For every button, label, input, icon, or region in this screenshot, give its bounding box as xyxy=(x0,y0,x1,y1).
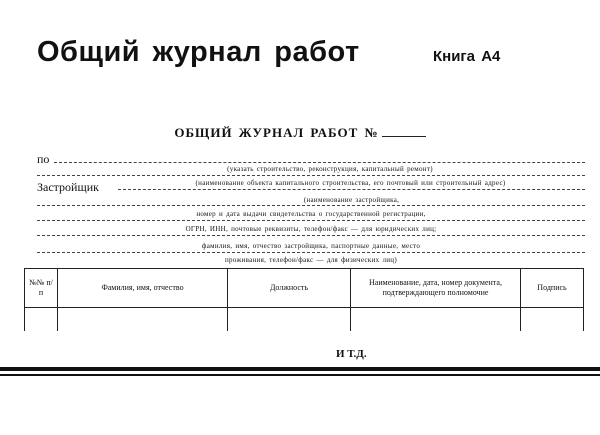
object-line xyxy=(37,175,585,176)
column-header-position: Должность xyxy=(228,269,351,308)
table-cell xyxy=(25,308,58,332)
hint-object: (наименование объекта капитального строительства, его почтовый или строительный адрес) xyxy=(195,179,506,187)
hint-registration: номер и дата выдачи свидетельства о государственной регистрации, xyxy=(196,210,426,218)
developer-line-1 xyxy=(37,205,585,206)
authorized-persons-table xyxy=(24,268,584,331)
etc-label: И Т.Д. xyxy=(336,348,367,360)
construction-type-line xyxy=(54,162,585,163)
column-header-number: №№ п/п xyxy=(25,269,58,308)
hint-developer-name: (наименование застройщика, xyxy=(303,196,400,204)
form-heading xyxy=(0,125,600,141)
form-heading-text: ОБЩИЙ ЖУРНАЛ РАБОТ № xyxy=(174,125,379,140)
po-label: по xyxy=(37,152,50,166)
hint-person: фамилия, имя, отчество застройщика, паспортные данные, место xyxy=(201,242,421,250)
bottom-divider-thick xyxy=(0,367,600,371)
hint-ogrn: ОГРН, ИНН, почтовые реквизиты, телефон/факс — для юридических лиц; xyxy=(185,225,437,233)
table-header-row xyxy=(25,269,584,308)
developer-label: Застройщик xyxy=(37,180,99,194)
developer-line-3 xyxy=(37,235,585,236)
developer-line-2 xyxy=(37,220,585,221)
column-header-full-name: Фамилия, имя, отчество xyxy=(58,269,228,308)
column-header-authority-document: Наименование, дата, номер документа, подтверждающего полномочие xyxy=(351,269,521,308)
developer-line-4 xyxy=(37,252,585,253)
table-cell xyxy=(58,308,228,332)
hint-residence: проживания, телефон/факс — для физических лиц) xyxy=(225,256,397,264)
journal-number-blank xyxy=(382,125,426,137)
page-title: Общий журнал работ xyxy=(37,36,360,68)
object-line-2 xyxy=(118,189,585,190)
book-format-label: Книга А4 xyxy=(433,48,501,65)
bottom-divider-thin xyxy=(0,374,600,376)
column-header-signature: Подпись xyxy=(521,269,584,308)
table-cell xyxy=(351,308,521,332)
table-cell xyxy=(228,308,351,332)
table-row xyxy=(25,308,584,332)
hint-construction: (указать строительство, реконструкция, капитальный ремонт) xyxy=(227,165,433,173)
table-cell xyxy=(521,308,584,332)
